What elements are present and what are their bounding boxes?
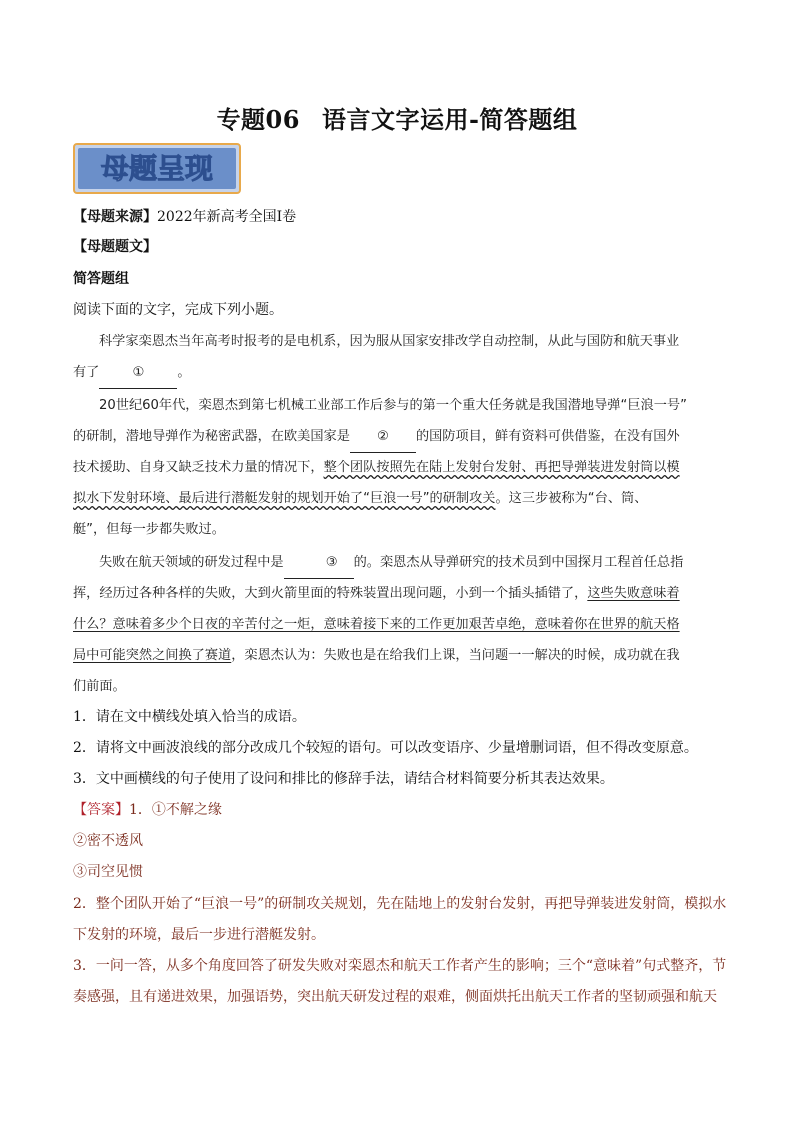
passage-line: 有了 ① 。 xyxy=(73,357,723,389)
page-title xyxy=(0,100,794,135)
instruction: 阅读下面的文字，完成下列小题。 xyxy=(73,302,283,318)
question-label: 【母题题文】 xyxy=(73,239,157,255)
blank-3: ③ xyxy=(284,547,354,579)
passage-line: 科学家栾恩杰当年高考时报考的是电机系，因为服从国家安排改学自动控制，从此与国防和航天事业 xyxy=(99,334,680,349)
passage-line: 局中可能突然之间换了赛道，栾恩杰认为：失败也是在给我们上课，当问题一一解决的时候，成功就在我 xyxy=(73,648,680,663)
passage-line: 艇”，但每一步都失败过。 xyxy=(73,522,225,537)
answer-2-cont: 下发射的环境，最后一步进行潜艇发射。 xyxy=(73,927,325,943)
title-topic: 专题06 xyxy=(216,105,300,134)
underlined-text: 什么？意味着多少个日夜的辛苦付之一炬，意味着接下来的工作更加艰苦卓绝，意味着你在世界的航天格 xyxy=(73,617,680,632)
source-label: 【母题来源】 xyxy=(73,209,157,225)
section-badge xyxy=(73,143,241,194)
passage-line: 们前面。 xyxy=(73,679,126,694)
badge-text: 母题呈现 xyxy=(100,152,214,185)
answer-3: 3．一问一答，从多个角度回答了研发失败对栾恩杰和航天工作者产生的影响；三个“意味着”句式整齐，节 xyxy=(73,958,727,974)
answer-2: 2．整个团队开始了“巨浪一号”的研制攻关规划，先在陆地上的发射台发射，再把导弹装进发射筒，模拟水 xyxy=(73,896,727,912)
passage-line xyxy=(73,609,723,640)
passage-line: 失败在航天领域的研发过程中是 ③ 的。栾恩杰从导弹研究的技术员到中国探月工程首任总指 xyxy=(73,547,723,579)
passage-line: 的研制，潜地导弹作为秘密武器，在欧美国家是 ② 的国防项目，鲜有资料可供借鉴，在没有国外 xyxy=(73,421,723,453)
passage-line: 20世纪60年代，栾恩杰到第七机械工业部工作后参与的第一个重大任务就是我国潜地导弹“巨浪一号” xyxy=(99,398,687,413)
blank-2: ② xyxy=(350,421,416,453)
passage-line: 技术援助、自身又缺乏技术力量的情况下，整个团队按照先在陆上发射台发射、再把导弹装进发射筒以模 xyxy=(73,460,680,475)
underlined-text: 局中可能突然之间换了赛道 xyxy=(73,648,232,663)
answer-1-3: ③司空见惯 xyxy=(73,864,143,880)
answer-label: 【答案】 xyxy=(73,802,129,818)
question-2: 2．请将文中画波浪线的部分改成几个较短的语句。可以改变语序、少量增删词语，但不得改变原意。 xyxy=(73,740,698,756)
answer-1-2: ②密不透风 xyxy=(73,833,143,849)
answer-3-cont: 奏感强，且有递进效果，加强语势，突出航天研发过程的艰难，侧面烘托出航天工作者的坚韧顽强和航天 xyxy=(73,989,717,1005)
answer-1: 【答案】1．①不解之缘 xyxy=(73,802,222,818)
passage-line: 拟水下发射环境、最后进行潜艇发射的规划开始了“巨浪一号”的研制攻关。这三步被称为“台、筒、 xyxy=(73,491,648,506)
question-3: 3．文中画横线的句子使用了设问和排比的修辞手法，请结合材料简要分析其表达效果。 xyxy=(73,771,614,787)
passage-line: 挥，经历过各种各样的失败，大到火箭里面的特殊装置出现问题，小到一个插头插错了，这些失败意味着 xyxy=(73,586,680,601)
source-value: 2022年新高考全国Ⅰ卷 xyxy=(157,209,297,225)
source-line xyxy=(73,206,296,226)
wavy-text: 整个团队按照先在陆上发射台发射、再把导弹装进发射筒以模 xyxy=(323,460,680,475)
blank-1: ① xyxy=(99,357,177,389)
title-subject: 语言文字运用-简答题组 xyxy=(321,105,578,134)
group-title: 简答题组 xyxy=(73,271,129,287)
underlined-text: 这些失败意味着 xyxy=(587,586,680,601)
question-1: 1．请在文中横线处填入恰当的成语。 xyxy=(73,709,306,725)
wavy-text: 拟水下发射环境、最后进行潜艇发射的规划开始了“巨浪一号”的研制攻关 xyxy=(73,491,496,506)
